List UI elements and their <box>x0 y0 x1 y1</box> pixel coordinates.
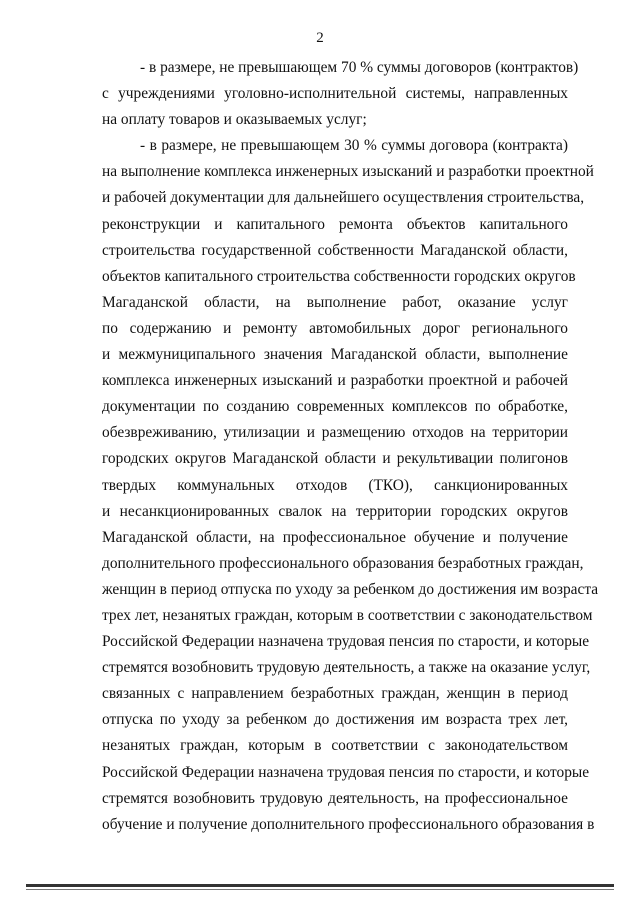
text-line: Российской Федерации назначена трудовая пенсия по старости, и которые <box>102 763 590 781</box>
text-line: стремятся возобновить трудовую деятельность, а также на оказание услуг, <box>102 659 591 677</box>
text-line: комплекса инженерных изысканий и разработки проектной и рабочей <box>102 372 568 390</box>
text-line: объектов капитального строительства собственности городских округов <box>102 267 576 285</box>
text-line: связанных с направлением безработных граждан, женщин в период <box>102 685 568 703</box>
text-line: документации по созданию современных комплексов по обработке, <box>102 398 568 416</box>
text-line: с учреждениями уголовно-исполнительной системы, направленных <box>102 85 568 103</box>
text-line: на выполнение комплекса инженерных изысканий и разработки проектной <box>102 163 594 181</box>
text-line: и несанкционированных свалок на территории городских округов <box>102 502 568 520</box>
text-line: по содержанию и ремонту автомобильных дорог регионального <box>102 319 568 337</box>
bottom-divider <box>26 884 614 887</box>
text-line: твердых коммунальных отходов (ТКО), санкционированных <box>102 476 568 494</box>
text-line: городских округов Магаданской области и рекультивации полигонов <box>102 450 568 468</box>
text-line: обучение и получение дополнительного профессионального образования в <box>102 815 595 833</box>
text-line: и рабочей документации для дальнейшего осуществления строительства, <box>102 189 585 207</box>
text-line: - в размере, не превышающем 70 % суммы договоров (контрактов) <box>140 59 579 76</box>
text-line: Магаданской области, на профессиональное обучение и получение <box>102 528 568 546</box>
body-text <box>102 55 599 838</box>
text-line: на оплату товаров и оказываемых услуг; <box>102 111 367 129</box>
text-line: трех лет, незанятых граждан, которым в соответствии с законодательством <box>102 606 593 624</box>
text-line: Российской Федерации назначена трудовая пенсия по старости, и которые <box>102 633 590 651</box>
text-line: обезвреживанию, утилизации и размещению отходов на территории <box>102 424 568 442</box>
text-line: стремятся возобновить трудовую деятельность, на профессиональное <box>102 789 568 807</box>
text-line: Магаданской области, на выполнение работ, оказание услуг <box>102 293 568 311</box>
text-line: - в размере, не превышающем 30 % суммы договора (контракта) <box>140 137 568 155</box>
page-number: 2 <box>316 30 324 46</box>
text-line: отпуска по уходу за ребенком до достижения им возраста трех лет, <box>102 711 568 729</box>
text-line: и межмуниципального значения Магаданской области, выполнение <box>102 346 568 364</box>
text-line: дополнительного профессионального образования безработных граждан, <box>102 554 584 572</box>
text-line: женщин в период отпуска по уходу за ребенком до достижения им возраста <box>102 580 599 598</box>
text-line: незанятых граждан, которым в соответствии с законодательством <box>102 737 568 755</box>
text-line: строительства государственной собственности Магаданской области, <box>102 241 568 259</box>
bottom-divider-thin <box>26 889 614 890</box>
text-line: реконструкции и капитального ремонта объектов капитального <box>102 215 568 233</box>
